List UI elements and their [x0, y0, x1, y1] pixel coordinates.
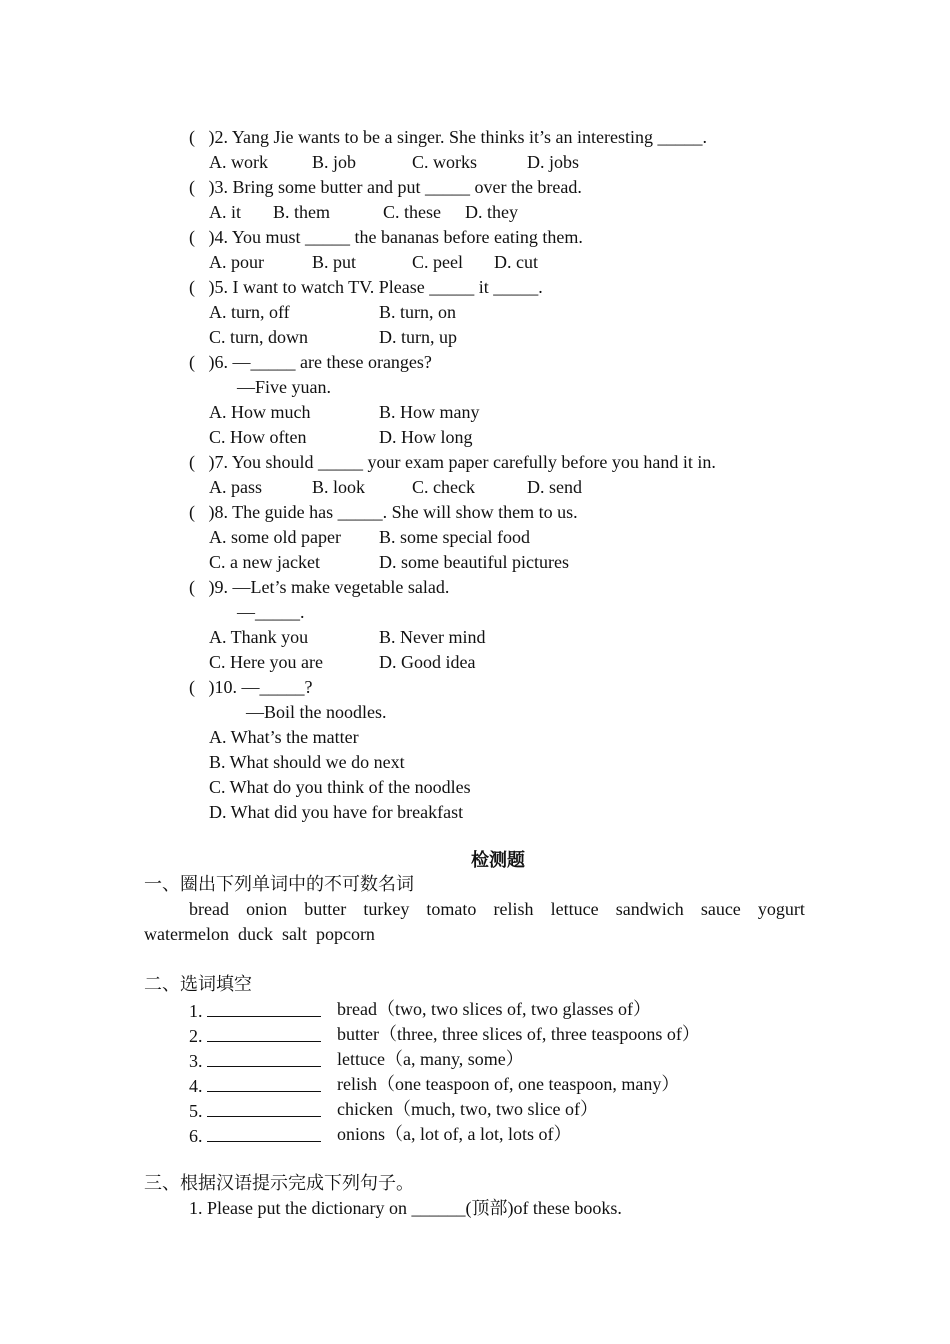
fill-word-4: relish（one teaspoon of, one teaspoon, many）: [337, 1074, 680, 1094]
answer-blank[interactable]: [207, 1048, 321, 1067]
q4-option-c: C. peel: [412, 252, 463, 272]
answer-blank[interactable]: [207, 1023, 321, 1042]
q8-option-b: B. some special food: [379, 527, 530, 547]
question-2: ( )2. Yang Jie wants to be a singer. She thinks it’s an interesting _____.: [189, 127, 707, 147]
q6-reply: —Five yuan.: [237, 377, 331, 397]
translation-item-1: 1. Please put the dictionary on ______(顶部)of these books.: [189, 1198, 622, 1218]
question-5: ( )5. I want to watch TV. Please _____ it _____.: [189, 277, 543, 297]
fill-number: 5.: [189, 1101, 203, 1121]
q3-option-c: C. these: [383, 202, 441, 222]
q5-option-c: C. turn, down: [209, 327, 308, 347]
answer-blank[interactable]: [207, 1098, 321, 1117]
word-item: yogurt: [757, 899, 805, 919]
fill-item-3: [189, 1048, 321, 1072]
q5-option-a: A. turn, off: [209, 302, 290, 322]
q9-option-d: D. Good idea: [379, 652, 476, 672]
answer-blank[interactable]: [207, 1123, 321, 1142]
q2-option-b: B. job: [312, 152, 357, 172]
answer-blank[interactable]: [207, 1073, 321, 1092]
q4-option-d: D. cut: [494, 252, 538, 272]
q9-option-a: A. Thank you: [209, 627, 309, 647]
fill-word-5: chicken（much, two, two slice of）: [337, 1099, 598, 1119]
q6-option-c: C. How often: [209, 427, 307, 447]
fill-item-5: [189, 1098, 321, 1122]
q8-option-d: D. some beautiful pictures: [379, 552, 569, 572]
q3-option-d: D. they: [465, 202, 518, 222]
fill-number: 2.: [189, 1026, 203, 1046]
q8-option-a: A. some old paper: [209, 527, 341, 547]
q3-option-b: B. them: [273, 202, 330, 222]
question-8: ( )8. The guide has _____. She will show them to us.: [189, 502, 578, 522]
fill-number: 4.: [189, 1076, 203, 1096]
q7-option-b: B. look: [312, 477, 366, 497]
word-item: sandwich: [615, 899, 684, 919]
q10-option-c: C. What do you think of the noodles: [209, 777, 471, 797]
q9-option-c: C. Here you are: [209, 652, 323, 672]
q7-option-a: A. pass: [209, 477, 262, 497]
fill-item-1: [189, 998, 321, 1022]
q2-option-c: C. works: [412, 152, 478, 172]
word-item: turkey: [363, 899, 410, 919]
question-9: ( )9. —Let’s make vegetable salad.: [189, 577, 450, 597]
q2-option-a: A. work: [209, 152, 268, 172]
q10-option-a: A. What’s the matter: [209, 727, 359, 747]
q6-option-b: B. How many: [379, 402, 480, 422]
q7-option-d: D. send: [527, 477, 582, 497]
q4-option-a: A. pour: [209, 252, 264, 272]
word-list-line-1: [189, 898, 805, 920]
fill-number: 1.: [189, 1001, 203, 1021]
q5-option-d: D. turn, up: [379, 327, 457, 347]
fill-word-2: butter（three, three slices of, three teaspoons of）: [337, 1024, 700, 1044]
word-item: bread: [189, 899, 229, 919]
q6-option-a: A. How much: [209, 402, 311, 422]
fill-word-1: bread（two, two slices of, two glasses of）: [337, 999, 651, 1019]
q7-option-c: C. check: [412, 477, 475, 497]
q2-option-d: D. jobs: [527, 152, 580, 172]
section-1-heading: 一、圈出下列单词中的不可数名词: [144, 874, 414, 894]
fill-number: 3.: [189, 1051, 203, 1071]
word-item: onion: [246, 899, 288, 919]
word-item: lettuce: [550, 899, 599, 919]
word-item: butter: [304, 899, 347, 919]
question-7: ( )7. You should _____ your exam paper carefully before you hand it in.: [189, 452, 716, 472]
word-list-line-2: watermelon duck salt popcorn: [144, 924, 375, 944]
answer-blank[interactable]: [207, 998, 321, 1017]
q5-option-b: B. turn, on: [379, 302, 457, 322]
q10-option-b: B. What should we do next: [209, 752, 405, 772]
q8-option-c: C. a new jacket: [209, 552, 320, 572]
q9-option-b: B. Never mind: [379, 627, 486, 647]
fill-word-6: onions（a, lot of, a lot, lots of）: [337, 1124, 572, 1144]
q4-option-b: B. put: [312, 252, 357, 272]
fill-item-4: [189, 1073, 321, 1097]
q6-option-d: D. How long: [379, 427, 473, 447]
fill-word-3: lettuce（a, many, some）: [337, 1049, 524, 1069]
q3-option-a: A. it: [209, 202, 242, 222]
test-title: 检测题: [471, 850, 525, 870]
question-4: ( )4. You must _____ the bananas before eating them.: [189, 227, 583, 247]
q10-reply: —Boil the noodles.: [246, 702, 387, 722]
question-3: ( )3. Bring some butter and put _____ over the bread.: [189, 177, 582, 197]
section-2-heading: 二、选词填空: [144, 974, 252, 994]
word-item: tomato: [426, 899, 477, 919]
question-6: ( )6. —_____ are these oranges?: [189, 352, 432, 372]
q9-reply: —_____.: [237, 602, 305, 622]
question-10: ( )10. —_____?: [189, 677, 313, 697]
word-item: relish: [493, 899, 534, 919]
fill-item-6: [189, 1123, 321, 1147]
fill-item-2: [189, 1023, 321, 1047]
section-3-heading: 三、根据汉语提示完成下列句子。: [144, 1173, 414, 1193]
fill-number: 6.: [189, 1126, 203, 1146]
word-item: sauce: [700, 899, 741, 919]
q10-option-d: D. What did you have for breakfast: [209, 802, 464, 822]
